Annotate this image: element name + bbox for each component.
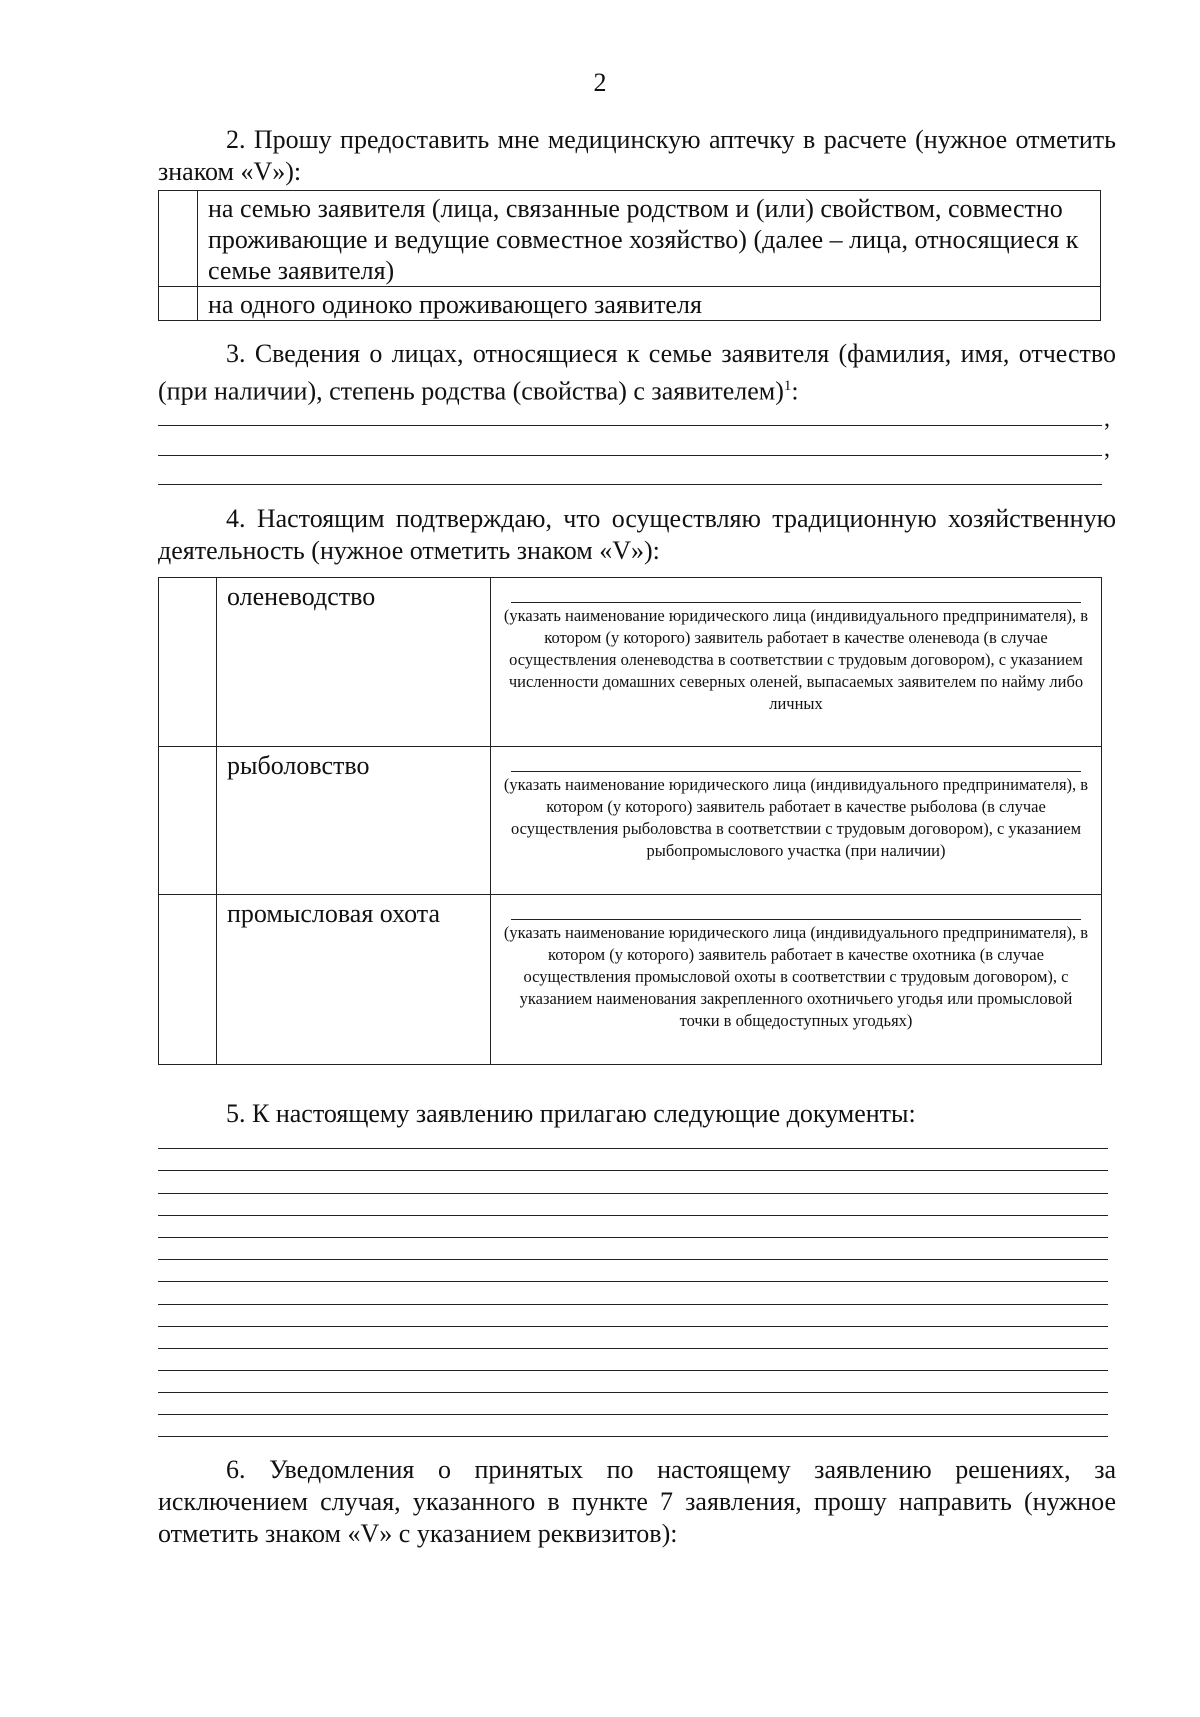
kit-option-label: на семью заявителя (лица, связанные родством и (или) свойством, совместно проживающие и ведущие совместное хозяйство) (далее – лица, относящиеся к семье заявителя) xyxy=(198,191,1101,287)
activity-label: промысловая охота xyxy=(217,895,491,1065)
family-member-line[interactable] xyxy=(158,425,1102,426)
line-comma: , xyxy=(1104,436,1110,462)
section-3-body: 3. Сведения о лицах, относящиеся к семье заявителя (фамилия, имя, отчество (при наличии), степень родства (свойства) с заявителем) xyxy=(158,339,1116,406)
section-4-text: 4. Настоящим подтверждаю, что осуществляю традиционную хозяйственную деятельность (нужное отметить знаком «V»): xyxy=(158,504,1116,565)
kit-option-label: на одного одиноко проживающего заявителя xyxy=(198,287,1101,321)
section-3-text xyxy=(158,338,1116,408)
kit-option-checkbox[interactable] xyxy=(159,191,198,287)
kit-option-table xyxy=(158,190,1101,321)
document-line[interactable] xyxy=(158,1392,1108,1393)
activity-hint: (указать наименование юридического лица (индивидуального предпринимателя), в котором (у которого) заявитель работает в качестве оленевода (в случае осуществления оленеводства в соответствии с трудовым договором), с указанием численности домашних северных оленей, выпасаемых заявителем по найму либо личных xyxy=(503,606,1089,713)
section-2-text: 2. Прошу предоставить мне медицинскую аптечку в расчете (нужное отметить знаком «V»): xyxy=(158,125,1116,186)
footnote-mark: 1 xyxy=(783,378,792,394)
document-line[interactable] xyxy=(158,1414,1108,1415)
document-line[interactable] xyxy=(158,1348,1108,1349)
activity-details-cell xyxy=(491,747,1102,895)
document-line[interactable] xyxy=(158,1326,1108,1327)
family-member-line[interactable] xyxy=(158,484,1102,485)
document-line[interactable] xyxy=(158,1259,1108,1260)
activity-checkbox[interactable] xyxy=(159,578,217,747)
section-6-text: 6. Уведомления о принятых по настоящему заявлению решениях, за исключением случая, указанного в пункте 7 заявления, прошу направить (нужное отметить знаком «V» с указанием реквизитов): xyxy=(158,1455,1116,1548)
kit-option-row xyxy=(159,191,1101,287)
activity-label: оленеводство xyxy=(217,578,491,747)
document-line[interactable] xyxy=(158,1148,1108,1149)
page-number: 2 xyxy=(593,68,607,97)
document-line[interactable] xyxy=(158,1370,1108,1371)
document-line[interactable] xyxy=(158,1215,1108,1216)
activity-checkbox[interactable] xyxy=(159,747,217,895)
document-line[interactable] xyxy=(158,1193,1108,1194)
line-comma: , xyxy=(1104,406,1110,432)
kit-option-row xyxy=(159,287,1101,321)
activity-table xyxy=(158,577,1102,1065)
document-line[interactable] xyxy=(158,1170,1108,1171)
document-line[interactable] xyxy=(158,1237,1108,1238)
activity-row xyxy=(159,895,1102,1065)
activity-hint: (указать наименование юридического лица (индивидуального предпринимателя), в котором (у которого) заявитель работает в качестве охотника (в случае осуществления промысловой охоты в соответствии с трудовым договором), с указанием наименования закрепленного охотничьего угодья или промысловой точки в общедоступных угодьях) xyxy=(503,923,1089,1030)
document-line[interactable] xyxy=(158,1304,1108,1305)
document-line[interactable] xyxy=(158,1436,1108,1437)
activity-label: рыболовство xyxy=(217,747,491,895)
family-member-line[interactable] xyxy=(158,455,1102,456)
activity-hint: (указать наименование юридического лица (индивидуального предпринимателя), в котором (у которого) заявитель работает в качестве рыболова (в случае осуществления рыболовства в соответствии с трудовым договором), с указанием рыбопромыслового участка (при наличии) xyxy=(503,775,1089,860)
document-line[interactable] xyxy=(158,1281,1108,1282)
activity-checkbox[interactable] xyxy=(159,895,217,1065)
section-3-colon: : xyxy=(791,376,799,406)
kit-option-checkbox[interactable] xyxy=(159,287,198,321)
activity-row xyxy=(159,747,1102,895)
activity-details-cell xyxy=(491,895,1102,1065)
section-5-text: 5. К настоящему заявлению прилагаю следующие документы: xyxy=(226,1099,916,1128)
activity-row xyxy=(159,578,1102,747)
activity-details-cell xyxy=(491,578,1102,747)
